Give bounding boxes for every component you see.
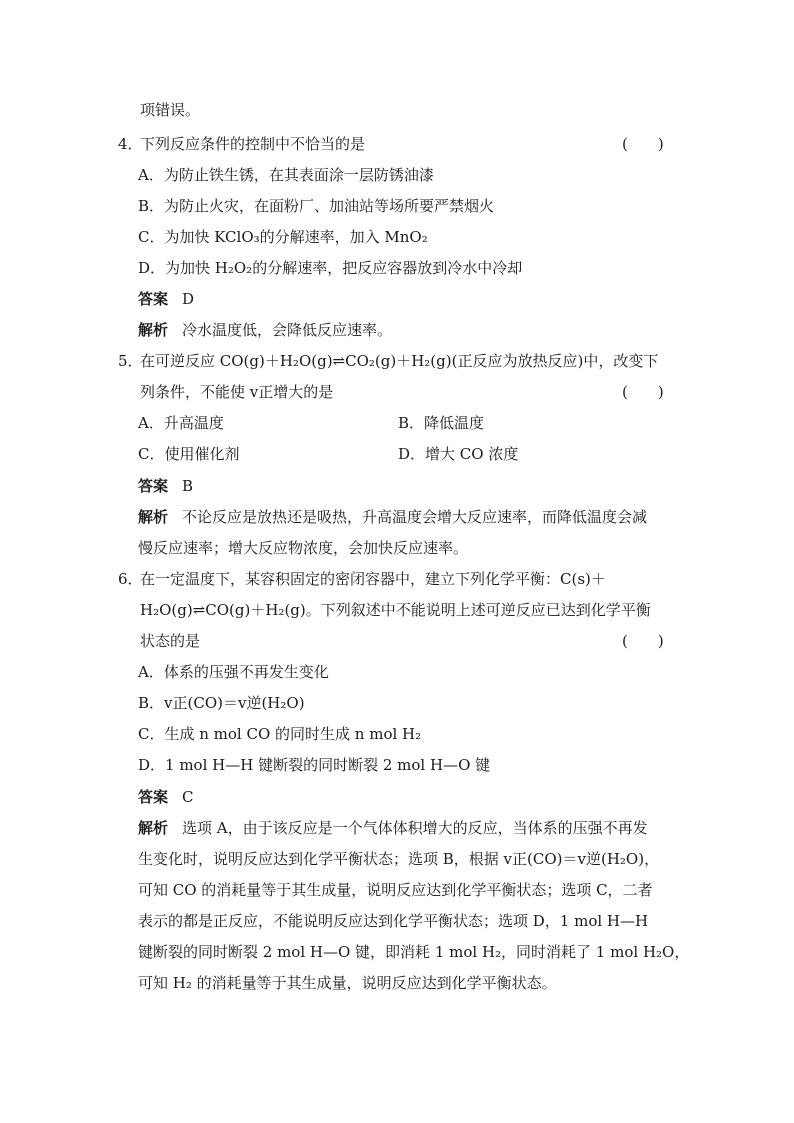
question-5-analysis-line-2: 慢反应速率；增大反应物浓度，会加快反应速率。 (138, 539, 469, 557)
question-6-option-a: A．体系的压强不再发生变化 (138, 663, 329, 681)
answer-value: D (182, 290, 195, 308)
question-6-stem-line-2: H₂O(g)⇌CO(g)＋H₂(g)。下列叙述中不能说明上述可逆反应已达到化学平衡 (140, 601, 651, 619)
question-5-analysis (138, 507, 647, 527)
analysis-label: 解析 (138, 508, 169, 526)
question-5-number: 5． (118, 352, 143, 370)
question-6-option-c: C．生成 n mol CO 的同时生成 n mol H₂ (138, 725, 422, 743)
question-4-option-c: C．为加快 KClO₃的分解速率，加入 MnO₂ (138, 228, 428, 246)
question-6-analysis-line-2: 生变化时，说明反应达到化学平衡状态；选项 B，根据 v正(CO)＝v逆(H₂O)， (138, 850, 660, 868)
question-4-stem: 下列反应条件的控制中不恰当的是 (140, 135, 366, 153)
answer-label: 答案 (138, 290, 169, 308)
question-6-answer (138, 787, 194, 807)
question-5-option-b: B．降低温度 (398, 414, 485, 432)
question-5-option-a: A．升高温度 (138, 414, 224, 432)
question-4-option-b: B．为防止火灾，在面粉厂、加油站等场所要严禁烟火 (138, 197, 495, 215)
question-6-option-b: B．v正(CO)＝v逆(H₂O) (138, 694, 305, 712)
analysis-label: 解析 (138, 321, 169, 339)
question-6-analysis (138, 818, 648, 838)
analysis-line: 不论反应是放热还是吸热，升高温度会增大反应速率，而降低温度会减 (182, 508, 648, 526)
question-6-answer-blank: ( ) (622, 632, 664, 650)
question-6-option-d: D．1 mol H—H 键断裂的同时断裂 2 mol H—O 键 (138, 756, 491, 774)
question-5-option-c: C．使用催化剂 (138, 445, 240, 463)
question-5-stem-line-2: 列条件，不能使 v正增大的是 (140, 383, 334, 401)
answer-label: 答案 (138, 788, 169, 806)
question-4-answer (138, 289, 194, 309)
question-5-answer (138, 476, 193, 496)
analysis-line: 冷水温度低，会降低反应速率。 (182, 321, 393, 339)
question-6-analysis-line-3: 可知 CO 的消耗量等于其生成量，说明反应达到化学平衡状态；选项 C，二者 (138, 881, 653, 899)
question-6-analysis-line-4: 表示的都是正反应，不能说明反应达到化学平衡状态；选项 D，1 mol H—H (138, 912, 649, 930)
question-4-option-d: D．为加快 H₂O₂的分解速率，把反应容器放到冷水中冷却 (138, 259, 523, 277)
question-5-answer-blank: ( ) (622, 383, 664, 401)
question-5-stem-line-1: 在可逆反应 CO(g)＋H₂O(g)⇌CO₂(g)＋H₂(g)(正反应为放热反应)中，改变下 (140, 352, 659, 370)
analysis-line: 选项 A，由于该反应是一个气体体积增大的反应，当体系的压强不再发 (182, 819, 648, 837)
question-6-analysis-line-6: 可知 H₂ 的消耗量等于其生成量，说明反应达到化学平衡状态。 (138, 974, 557, 992)
question-6-analysis-line-5: 键断裂的同时断裂 2 mol H—O 键，即消耗 1 mol H₂，同时消耗了 1 mol H₂O， (138, 943, 690, 961)
question-5-option-d: D．增大 CO 浓度 (398, 445, 519, 463)
analysis-label: 解析 (138, 819, 169, 837)
question-6-stem-line-3: 状态的是 (140, 632, 201, 650)
question-6-stem-line-1: 在一定温度下，某容积固定的密闭容器中，建立下列化学平衡：C(s)＋ (140, 570, 606, 588)
question-4-answer-blank: ( ) (622, 135, 664, 153)
question-4-analysis (138, 320, 392, 340)
question-6-number: 6． (118, 570, 143, 588)
answer-label: 答案 (138, 477, 169, 495)
continued-analysis-text: 项错误。 (140, 101, 201, 119)
question-4-number: 4． (118, 135, 143, 153)
answer-value: C (182, 788, 194, 806)
question-4-option-a: A．为防止铁生锈，在其表面涂一层防锈油漆 (138, 166, 434, 184)
answer-value: B (182, 477, 194, 495)
